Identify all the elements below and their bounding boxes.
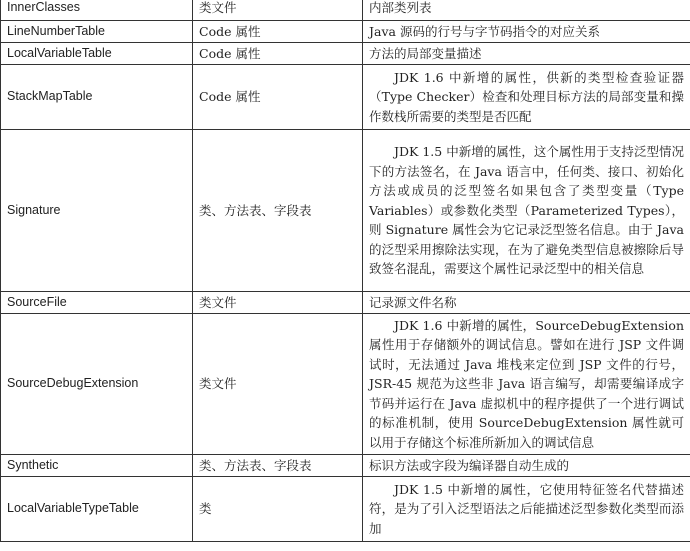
description-text: 标识方法或字段为编译器自动生成的 xyxy=(369,457,570,473)
attribute-description-cell xyxy=(363,455,690,477)
attribute-name-cell: InnerClasses xyxy=(1,0,193,21)
attribute-location-cell: 类、方法表、字段表 xyxy=(193,130,363,292)
description-text: 方法的局部变量描述 xyxy=(369,45,482,61)
attribute-name-cell: Signature xyxy=(1,130,193,292)
attribute-name-cell: LocalVariableTypeTable xyxy=(1,477,193,542)
table-row-localvariabletypetable xyxy=(1,477,690,542)
attribute-description-cell xyxy=(363,130,690,292)
attribute-location-cell: 类文件 xyxy=(193,0,363,21)
table-row-linenumbertable xyxy=(1,21,690,43)
attribute-description-cell xyxy=(363,0,690,21)
attribute-location-cell: Code 属性 xyxy=(193,43,363,65)
attribute-description-cell xyxy=(363,314,690,455)
attribute-location-cell: 类文件 xyxy=(193,314,363,455)
description-text: 记录源文件名称 xyxy=(369,294,457,310)
attribute-name-cell: SourceDebugExtension xyxy=(1,314,193,455)
attribute-description-cell xyxy=(363,477,690,542)
attribute-name-cell: LineNumberTable xyxy=(1,21,193,43)
attribute-name-cell: Synthetic xyxy=(1,455,193,477)
table-row-stackmaptable xyxy=(1,65,690,130)
attribute-description-cell xyxy=(363,65,690,130)
attribute-description-cell xyxy=(363,43,690,65)
attribute-description-cell xyxy=(363,21,690,43)
attribute-name-cell: StackMapTable xyxy=(1,65,193,130)
description-text: Java 源码的行号与字节码指令的对应关系 xyxy=(369,23,600,39)
table-row-synthetic xyxy=(1,455,690,477)
table-row-innerclasses xyxy=(1,0,690,21)
attribute-location-cell: Code 属性 xyxy=(193,65,363,130)
table-row-localvariabletable xyxy=(1,43,690,65)
description-text: 内部类列表 xyxy=(369,0,432,15)
attribute-location-cell: 类文件 xyxy=(193,292,363,314)
attribute-location-cell: 类 xyxy=(193,477,363,542)
attribute-location-cell: Code 属性 xyxy=(193,21,363,43)
table-row-signature xyxy=(1,130,690,292)
description-text: JDK 1.5 中新增的属性，这个属性用于支持泛型情况下的方法签名，在 Java 语言中，任何类、接口、初始化方法或成员的泛型签名如果包含了类型变量（Type Variables）或参数化类型（Parameterized Types），则 Signature 属性会为它记录泛型签名信息。由于 Java 的泛型采用擦除法实现，在为了避免类型信息被擦除后导致签名混乱，需要这个属性记录泛型中的相关信息 xyxy=(369,144,684,277)
description-text: JDK 1.5 中新增的属性，它使用特征签名代替描述符，是为了引入泛型语法之后能描述泛型参数化类型而添加 xyxy=(369,481,684,536)
attribute-description-cell xyxy=(363,292,690,314)
description-text: JDK 1.6 中新增的属性，SourceDebugExtension 属性用于存储额外的调试信息。譬如在进行 JSP 文件调试时，无法通过 Java 堆栈来定位到 JSP 文件的行号，JSR-45 规范为这些非 Java 语言编写，却需要编译成字节码并运行在 Java 虚拟机中的程序提供了一个进行调试的标准机制，使用 SourceDebugExtension 属性就可以用于存储这个标准所新加入的调试信息 xyxy=(369,317,684,450)
description-text: JDK 1.6 中新增的属性，供新的类型检查验证器（Type Checker）检查和处理目标方法的局部变量和操作数栈所需要的类型是否匹配 xyxy=(369,69,684,124)
table-row-sourcefile xyxy=(1,292,690,314)
attribute-location-cell: 类、方法表、字段表 xyxy=(193,455,363,477)
attribute-name-cell: SourceFile xyxy=(1,292,193,314)
attribute-name-cell: LocalVariableTable xyxy=(1,43,193,65)
table-row-sourcedebugextension xyxy=(1,314,690,455)
